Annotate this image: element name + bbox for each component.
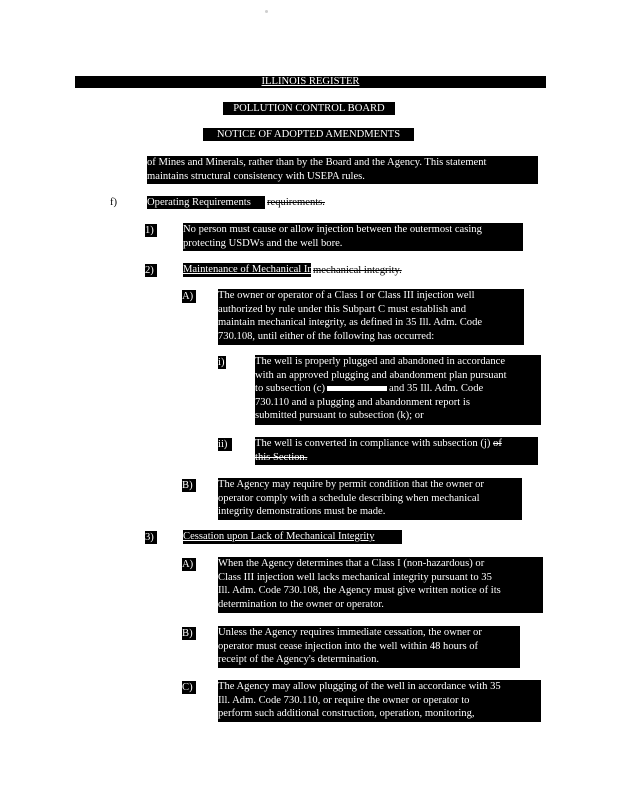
item-3B-paragraph (218, 626, 520, 668)
item-3A-line: Class III injection well lacks mechanical integrity pursuant to 35 (218, 571, 492, 583)
notice-title-block (203, 128, 414, 141)
item-2Ai-paragraph (255, 355, 541, 425)
item-2Aii-marker: ii) (218, 438, 232, 451)
scan-speck (265, 10, 268, 13)
item-3B-line: receipt of the Agency's determination. (218, 654, 380, 666)
item-2-title: Maintenance of Mechanical Integrity (183, 264, 341, 275)
item-2B-paragraph (218, 478, 522, 520)
item-2Ai-line: The well is properly plugged and abandoned in accordance (255, 356, 506, 367)
item-3A-line: When the Agency determines that a Class I (non-hazardous) or (218, 558, 485, 569)
item-2-title-block (183, 263, 341, 277)
item-3C-marker: C) (182, 681, 196, 694)
item-3-marker: 3) (145, 531, 157, 544)
item-3C-line: perform such additional construction, operation, monitoring, (218, 708, 475, 720)
item-2Ai-line: 730.110 and a plugging and abandonment report is (255, 396, 470, 408)
item-1-line: protecting USDWs and the well bore. (183, 237, 343, 249)
item-2Ai-line: submitted pursuant to subsection (k); or (255, 410, 424, 422)
item-3A-marker: A) (182, 558, 196, 571)
register-title: ILLINOIS REGISTER (261, 76, 360, 87)
item-3B-line: operator must cease injection into the well within 48 hours of (218, 640, 479, 652)
intro-paragraph (147, 156, 538, 184)
item-2Aii-struck-line: this Section. (255, 451, 308, 463)
intro-line: maintains structural consistency with USEPA rules. (147, 170, 365, 182)
item-3A-line: Ill. Adm. Code 730.108, the Agency must give written notice of its (218, 585, 501, 597)
item-3C-line: Ill. Adm. Code 730.110, or require the owner or operator to (218, 694, 470, 706)
section-f-struck-text: requirements. (267, 197, 325, 208)
header-bar (75, 76, 546, 88)
item-1-line: No person must cause or allow injection between the outermost casing (183, 224, 482, 235)
item-2Ai-line-start: to subsection (c) (255, 383, 326, 395)
item-3-title-block (183, 530, 402, 544)
section-f-marker: f) (110, 197, 118, 208)
section-f-title: Operating Requirements (147, 197, 251, 208)
item-2Ai-line: with an approved plugging and abandonment plan pursuant (255, 369, 507, 381)
item-2Aii-line-start: The well is converted in compliance with subsection (j) (255, 438, 491, 449)
item-1-paragraph (183, 223, 523, 251)
item-3-title: Cessation upon Lack of Mechanical Integrity (183, 531, 375, 542)
item-2A-line: authorized by rule under this Subpart C must establish and (218, 303, 467, 315)
board-title: POLLUTION CONTROL BOARD (233, 103, 385, 114)
item-3B-line: Unless the Agency requires immediate cessation, the owner or (218, 627, 482, 638)
item-2B-line: The Agency may require by permit condition that the owner or (218, 479, 484, 490)
item-3A-paragraph (218, 557, 543, 613)
item-2B-line: operator comply with a schedule describing when mechanical (218, 492, 480, 504)
board-title-block (223, 102, 395, 115)
item-2-marker: 2) (145, 264, 157, 277)
item-3A-line: determination to the owner or operator. (218, 598, 384, 610)
item-2Aii-struck: of (493, 438, 502, 449)
item-2A-marker: A) (182, 290, 196, 303)
item-2B-line: integrity demonstrations must be made. (218, 506, 386, 518)
item-2Ai-line-end: and 35 Ill. Adm. Code (389, 383, 484, 395)
item-3C-paragraph (218, 680, 541, 722)
item-2A-line: 730.108, until either of the following has occurred: (218, 330, 435, 342)
redaction-mark (327, 386, 387, 391)
notice-title: NOTICE OF ADOPTED AMENDMENTS (216, 129, 401, 140)
item-2B-marker: B) (182, 479, 196, 492)
item-3C-line: The Agency may allow plugging of the well in accordance with 35 (218, 681, 501, 692)
item-2-struck-text: mechanical integrity. (313, 265, 402, 276)
item-2Aii-line (255, 437, 538, 451)
item-1-marker: 1) (145, 224, 157, 237)
intro-line: of Mines and Minerals, rather than by the Board and the Agency. This statement (147, 157, 487, 168)
item-2Ai-line (255, 382, 541, 396)
section-f-title-block (147, 196, 265, 209)
item-2Aii-paragraph (255, 437, 538, 465)
item-2A-line: The owner or operator of a Class I or Class III injection well (218, 290, 475, 301)
item-3B-marker: B) (182, 627, 196, 640)
item-2A-paragraph (218, 289, 524, 345)
item-2A-line: maintain mechanical integrity, as defined in 35 Ill. Adm. Code (218, 317, 483, 329)
item-2Ai-marker: i) (218, 357, 225, 368)
